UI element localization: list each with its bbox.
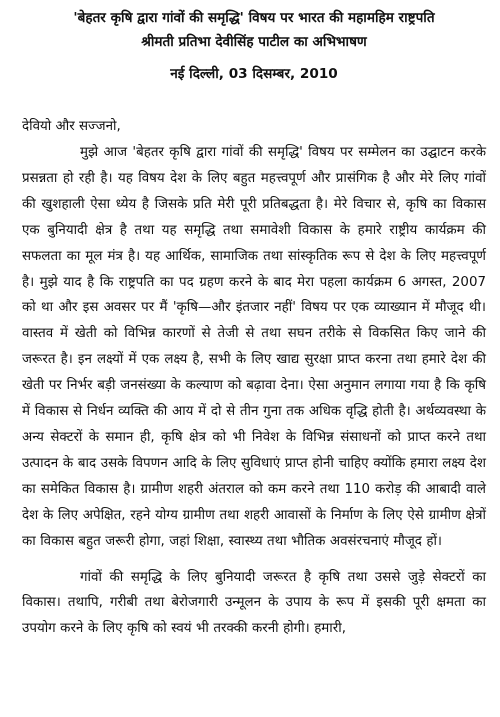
speech-title-line-1: 'बेहतर कृषि द्वारा गांवों की समृद्धि' विषय पर भारत की महामहिम राष्ट्रपति: [73, 10, 435, 26]
body-paragraph-2: गांवों की समृद्धि के लिए बुनियादी जरूरत है कृषि तथा उससे जुड़े सेक्टरों का विकास। तथापि, गरीबी तथा बेरोजगारी उन्मूलन के उपाय के रूप में इसकी पूरी क्षमता का उपयोग करने के लिए कृषि को स्वयं भी तरक्की करनी होगी। हमारी,: [22, 569, 486, 637]
speech-dateline: नई दिल्ली, 03 दिसम्बर, 2010: [170, 66, 338, 82]
body-paragraph-1: मुझे आज 'बेहतर कृषि द्वारा गांवों की समृद्धि' विषय पर सम्मेलन का उद्घाटन करके प्रसन्नता हो रही है। यह विषय देश के लिए बहुत महत्त्वपूर्ण और प्रासंगिक है और मेरे लिए गांवों की खुशहाली ऐसा ध्येय है जिसके प्रति मेरी पूरी प्रतिबद्धता है। मेरे विचार से, कृषि का विकास एक बुनियादी क्षेत्र है तथा यह समृद्धि तथा समावेशी विकास के हमारे राष्ट्रीय कार्यक्रम की सफलता का मूल मंत्र है। यह आर्थिक, सामाजिक तथा सांस्कृतिक रूप से देश के लिए महत्त्वपूर्ण है। मुझे याद है कि राष्ट्रपति का पद ग्रहण करने के बाद मेरा पहला कार्यक्रम 6 अगस्त, 2007 को था और इस अवसर पर मैं 'कृषि—और इंतजार नहीं' विषय पर एक व्याख्यान में मौजूद थी। वास्तव में खेती को विभिन्न कारणों से तेजी से तथा सघन तरीके से विकसित किए जाने की जरूरत है। इन लक्ष्यों में एक लक्ष्य है, सभी के लिए खाद्य सुरक्षा प्राप्त करना तथा हमारे देश की खेती पर निर्भर बड़ी जनसंख्या के कल्याण को बढ़ावा देना। ऐसा अनुमान लगाया गया है कि कृषि में विकास से निर्धन व्यक्ति की आय में दो से तीन गुना तक अधिक वृद्धि होती है। अर्थव्यवस्था के अन्य सेक्टरों के समान ही, कृषि क्षेत्र को भी निवेश के विभिन्न संसाधनों को प्राप्त करने तथा उत्पादन के बाद उसके विपणन आदि के लिए सुविधाएं प्राप्त होनी चाहिए क्योंकि हमारा लक्ष्य देश का समेकित विकास है। ग्रामीण शहरी अंतराल को कम करने तथा 110 करोड़ की आबादी वाले देश के लिए अपेक्षित, रहने योग्य ग्रामीण तथा शहरी आवासों के निर्माण के लिए ऐसे ग्रामीण क्षेत्रों का विकास बहुत जरूरी होगा, जहां शिक्षा, स्वास्थ्य तथा भौतिक अवसंरचनाएं मौजूद हों।: [22, 145, 486, 549]
salutation: देवियो और सज्जनो,: [22, 119, 121, 134]
speech-title-line-2: श्रीमती प्रतिभा देवीसिंह पाटील का अभिभाषण: [141, 34, 367, 50]
